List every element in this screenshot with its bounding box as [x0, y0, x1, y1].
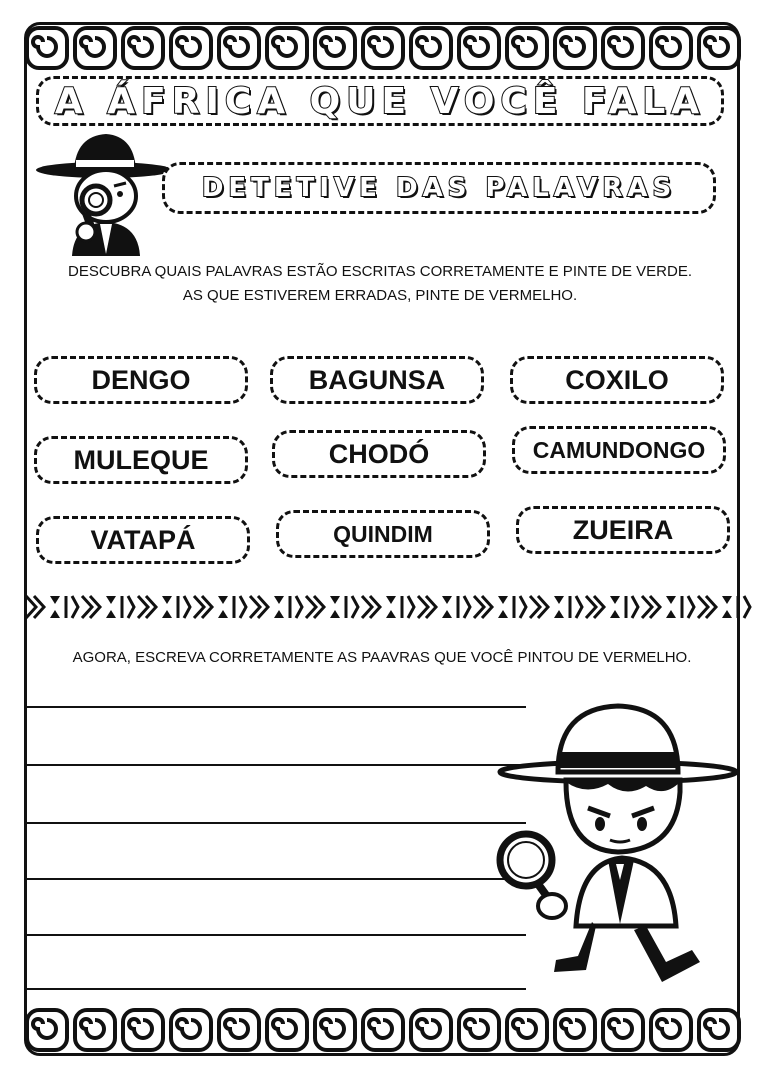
instruction-color-words: DESCUBRA QUAIS PALAVRAS ESTÃO ESCRITAS CORRETAMENTE E PINTE DE VERDE. AS QUE ESTIVEREM ERRADAS, PINTE DE VERMELHO.: [67, 263, 693, 304]
answer-line-5[interactable]: [26, 934, 526, 936]
detective-small-icon: [34, 128, 174, 258]
word-bagunsa: BAGUNSA: [308, 364, 446, 395]
subtitle-box: [162, 162, 716, 214]
answer-line-3[interactable]: [26, 822, 526, 824]
word-box-2[interactable]: [270, 356, 484, 404]
word-camundongo: CAMUNDONGO: [532, 436, 706, 463]
word-dengo: DENGO: [91, 364, 191, 395]
word-quindim: QUINDIM: [333, 520, 433, 547]
answer-line-6[interactable]: [26, 988, 526, 990]
title-box: [36, 76, 724, 126]
word-box-5[interactable]: [272, 430, 486, 478]
detective-large-icon: [496, 700, 740, 996]
word-muleque: MULEQUE: [73, 444, 209, 475]
top-spiral-border: [0, 24, 764, 72]
word-box-1[interactable]: [34, 356, 248, 404]
word-vatapa: VATAPÁ: [90, 524, 196, 555]
word-box-8[interactable]: [276, 510, 490, 558]
tribal-pattern-divider: [0, 592, 764, 622]
word-chodo: CHODÓ: [328, 438, 430, 469]
word-box-6[interactable]: [512, 426, 726, 474]
bottom-spiral-border: [0, 1006, 764, 1054]
answer-line-2[interactable]: [26, 764, 526, 766]
page-subtitle: DETETIVE DAS PALAVRAS: [201, 173, 677, 203]
answer-line-4[interactable]: [26, 878, 526, 880]
word-box-9[interactable]: [516, 506, 730, 554]
word-coxilo: COXILO: [565, 364, 669, 395]
word-zueira: ZUEIRA: [572, 514, 674, 545]
answer-line-1[interactable]: [26, 706, 526, 708]
instruction-write-words: AGORA, ESCREVA CORRETAMENTE AS PAAVRAS QUE VOCÊ PINTOU DE VERMELHO.: [72, 649, 692, 666]
word-box-4[interactable]: [34, 436, 248, 484]
page-title: A ÁFRICA QUE VOCÊ FALA: [54, 80, 706, 122]
word-box-3[interactable]: [510, 356, 724, 404]
word-box-7[interactable]: [36, 516, 250, 564]
